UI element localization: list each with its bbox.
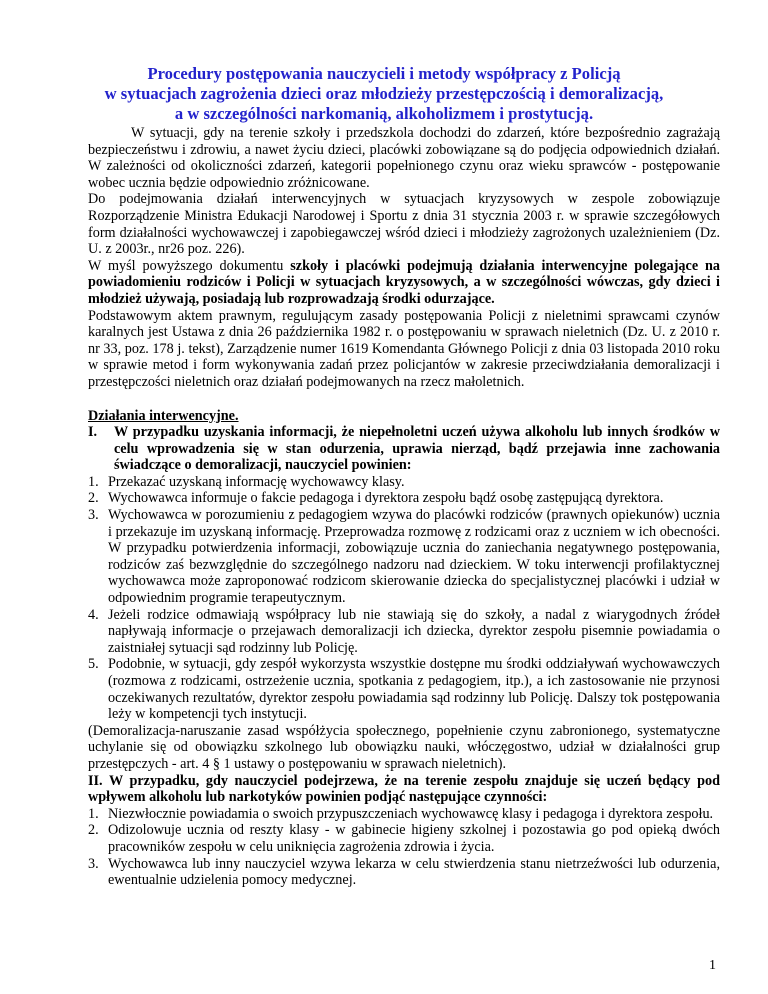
list-item-number: 1. [88,473,99,490]
section-1-heading-text: W przypadku uzyskania informacji, że niepełnoletni uczeń używa alkoholu lub innych środków w celu wprowadzenia się w stan odurzenia, uprawia nierząd, bądź przejawia inne zachowania świadczące o demoralizacji, nauczyciel powinien: [114,424,720,474]
list-item-text: Przekazać uzyskaną informację wychowawcy klasy. [108,473,405,490]
intro-paragraph-2: Do podejmowania działań interwencyjnych w sytuacjach kryzysowych w zespole zobowiązuje Rozporządzenie Ministra Edukacji Narodowej i Sportu z dnia 31 stycznia 2003 r. w sprawie szczegółowych form działalności wychowawczej i zapobiegawczej wśród dzieci i młodzieży zagrożonych uzależnieniem (Dz. U. z 2003r., nr26 poz. 226). [88,191,720,258]
list-item-number: 1. [88,805,99,822]
list-item [88,507,720,607]
list-item [88,856,720,889]
list-item-text: Podobnie, w sytuacji, gdy zespół wykorzysta wszystkie dostępne mu środki oddziaływań wychowawczych (rozmowa z rodzicami, ostrzeżenie ucznia, spotkania z pedagogiem, itp.), a ich zastosowanie nie przynosi oczekiwanych rezultatów, dyrektor zespołu powiadamia sąd rodzinny lub Policję. Dalszy tok postępowania leży w kompetencji tych instytucji. [108,656,720,723]
list-item [88,656,720,722]
list-item-number: 4. [88,606,99,623]
list-item-text: Jeżeli rodzice odmawiają współpracy lub nie stawiają się do szkoły, a nadal z wiarygodnych źródeł napływają informacje o przejawach demoralizacji ich dziecka, dyrektor zespołu pisemnie powiadamia o zaistniałej sytuacji sąd rodzinny lub Policję. [108,606,720,656]
list-item-number: 3. [88,507,99,524]
intro-paragraph-1: W sytuacji, gdy na terenie szkoły i przedszkola dochodzi do zdarzeń, które bezpośrednio zagrażają bezpieczeństwu i zdrowiu, a nawet życiu dzieci, placówki zobowiązane są do podjęcia odpowiednich działań. W zależności od okoliczności zdarzeń, kategorii popełnionego czynu oraz wieku sprawców - postępowanie wobec ucznia będzie odpowiednio zróżnicowane. [88,125,720,191]
title-line-1: Procedury postępowania nauczycieli i metody współpracy z Policją [147,64,621,83]
section-2-heading-text: II. W przypadku, gdy nauczyciel podejrzewa, że na terenie zespołu znajduje się uczeń będący pod wpływem alkoholu lub narkotyków powinien podjąć następujące czynności: [88,772,720,806]
page-number: 1 [709,958,716,973]
list-item-number: 2. [88,822,99,839]
section-1-heading [88,424,720,474]
section-1-list [88,474,720,723]
section-1-numeral: I. [88,424,98,441]
list-item-text: Wychowawca informuje o fakcie pedagoga i dyrektora zespołu bądź osobę zastępującą dyrektora. [108,490,664,507]
section-2-heading [88,773,720,806]
intro-paragraph-3-bold: szkoły i placówki podejmują działania interwencyjne polegające na powiadomieniu rodziców i Policji w sytuacjach kryzysowych, a w szczególności wówczas, gdy dzieci i młodzież używają, posiadają lub rozprowadzają środki odurzające. [88,257,720,307]
section-heading: Działania interwencyjne. [88,407,239,424]
list-item [88,822,720,855]
intro-paragraph-3-text: W myśl powyższego dokumentu [88,257,291,274]
list-item-number: 5. [88,656,99,673]
document-title [60,64,708,123]
list-item-text: Wychowawca w porozumieniu z pedagogiem wzywa do placówki rodziców (prawnych opiekunów) ucznia i przekazuje im uzyskaną informację. Przeprowadza rozmowę z rodzicami oraz z uczniem w ich obecności. W przypadku potwierdzenia informacji, zobowiązuje ucznia do zaniechania negatywnego postępowania, rodziców zaś bezwzględnie do szczególnego nadzoru nad dzieckiem. W toku interwencji profilaktycznej wychowawca może zaproponować rodzicom skierowanie dziecka do specjalistycznej placówki i udział w odpowiednim programie terapeutycznym. [108,507,720,607]
document-body [88,125,720,889]
list-item-number: 2. [88,490,99,507]
list-item-text: Odizolowuje ucznia od reszty klasy - w gabinecie higieny szkolnej i pozostawia go pod opieką dwóch pracowników zespołu w celu uniknięcia zagrożenia zdrowia i życia. [108,822,720,855]
title-line-2: w sytuacjach zagrożenia dzieci oraz młodzieży przestępczością i demoralizacją, [104,83,664,103]
intro-paragraph-3 [88,258,720,308]
intro-paragraph-4: Podstawowym aktem prawnym, regulującym zasady postępowania Policji z nieletnimi sprawcami czynów karalnych jest Ustawa z dnia 26 października 1982 r. o postępowaniu w sprawach nieletnich (Dz. U. z 2010 r. nr 33, poz. 178 j. tekst), Zarządzenie numer 1619 Komendanta Głównego Policji z dnia 03 listopada 2010 roku w sprawie metod i form wykonywania zadań przez policjantów w zakresie przeciwdziałania demoralizacji i przestępczości nieletnich oraz działań podejmowanych na rzecz małoletnich. [88,307,720,390]
list-item [88,607,720,657]
title-line-3: a w szczególności narkomanią, alkoholizmem i prostytucją. [174,103,594,123]
list-item-number: 3. [88,855,99,872]
list-item [88,490,720,507]
section-1-note: (Demoralizacja-naruszanie zasad współżycia społecznego, popełnienie czynu zabronionego, systematyczne uchylanie się od obowiązku szkolnego lub obowiązku nauki, włóczęgostwo, udział w działalności grup przestępczych - art. 4 § 1 ustawy o postępowaniu w sprawach nieletnich). [88,722,720,772]
list-item [88,806,720,823]
list-item-text: Wychowawca lub inny nauczyciel wzywa lekarza w celu stwierdzenia stanu nietrzeźwości lub odurzenia, ewentualnie udzielenia pomocy medycznej. [108,855,720,889]
list-item [88,474,720,491]
section-2-list [88,806,720,889]
list-item-text: Niezwłocznie powiadamia o swoich przypuszczeniach wychowawcę klasy i pedagoga i dyrektora zespołu. [108,805,714,822]
